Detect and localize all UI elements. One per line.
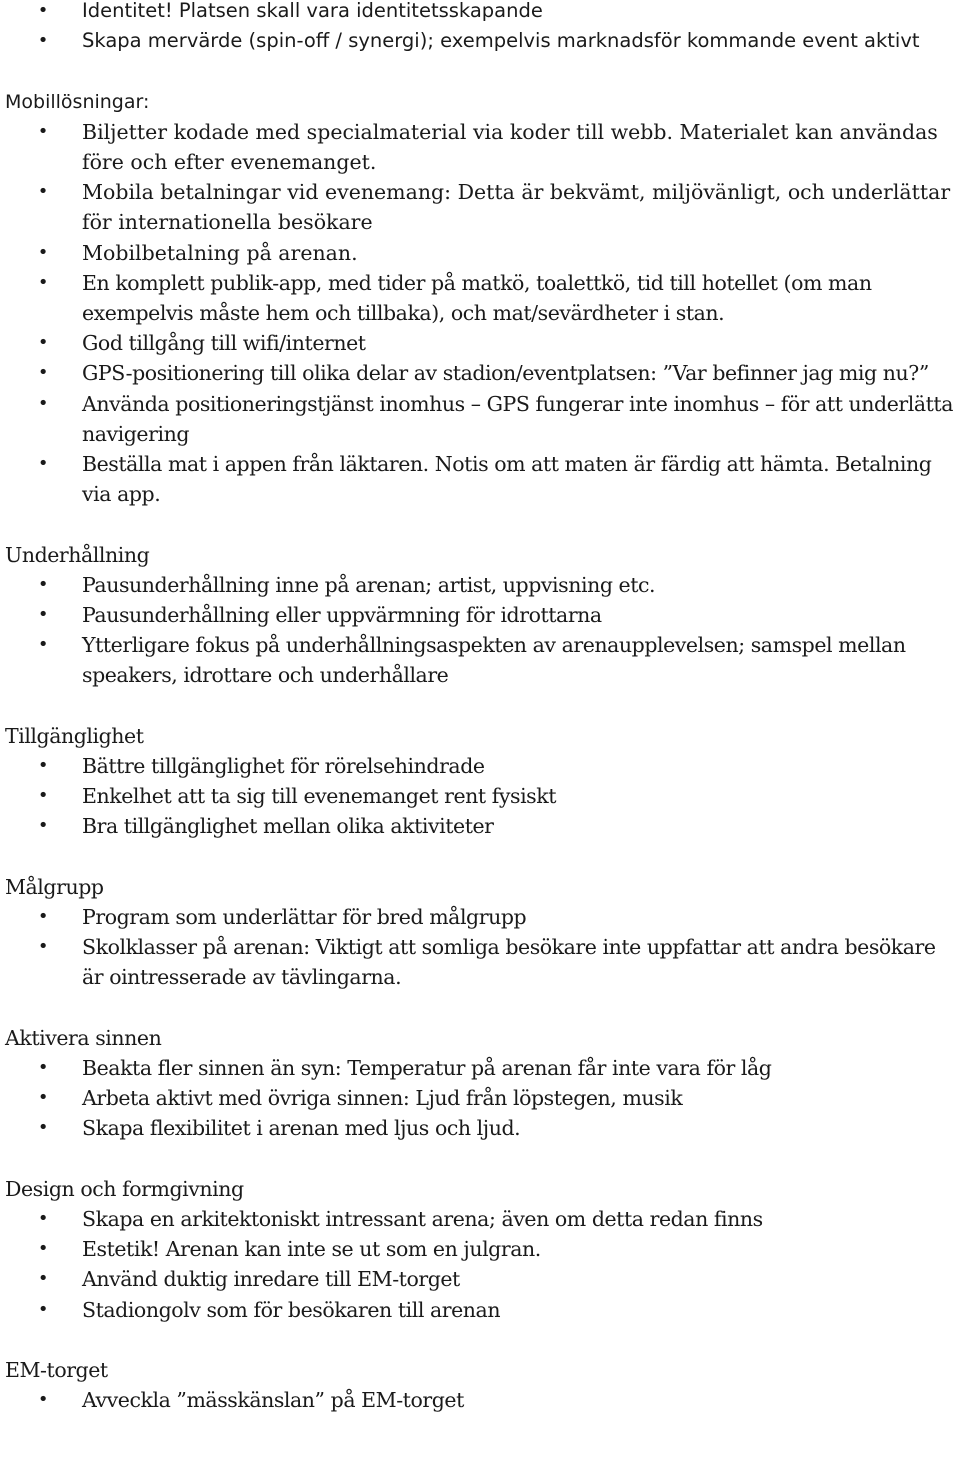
list-item: • Arbeta aktivt med övriga sinnen: Ljud från löpstegen, musik <box>0 1083 960 1113</box>
section-heading-tillganglighet: Tillgänglighet <box>5 723 144 748</box>
spacer <box>0 842 960 872</box>
bullet-icon: • <box>37 1268 49 1290</box>
bullet-icon: • <box>37 1389 49 1411</box>
bullet-icon: • <box>37 392 49 414</box>
list-item: • Mobila betalningar vid evenemang: Detta är bekvämt, miljövänligt, och underlättar för internationella besökare <box>0 177 960 237</box>
bullet-icon: • <box>37 271 49 293</box>
mobil-list <box>0 117 960 510</box>
bullet-icon: • <box>37 1238 49 1260</box>
bullet-icon: • <box>37 755 49 777</box>
list-item: • Enkelhet att ta sig till evenemanget rent fysiskt <box>0 781 960 811</box>
intro-list <box>0 0 960 56</box>
list-item: • Skapa flexibilitet i arenan med ljus och ljud. <box>0 1113 960 1143</box>
list-item: • Bättre tillgänglighet för rörelsehindrade <box>0 751 960 781</box>
list-item: • Använda positioneringstjänst inomhus – GPS fungerar inte inomhus – för att underlätta navigering <box>0 389 960 449</box>
list-item: • Använd duktig inredare till EM-torget <box>0 1264 960 1294</box>
spacer <box>0 1144 960 1174</box>
list-item: • Beställa mat i appen från läktaren. Notis om att maten är färdig att hämta. Betalning via app. <box>0 449 960 509</box>
list-item: • Ytterligare fokus på underhållningsaspekten av arenaupplevelsen; samspel mellan speakers, idrottare och underhållare <box>0 630 960 690</box>
bullet-icon: • <box>37 30 49 52</box>
list-item: • Skapa mervärde (spin-off / synergi); exempelvis marknadsför kommande event aktivt <box>0 26 960 56</box>
tillganglighet-list <box>0 751 960 842</box>
list-item: • En komplett publik-app, med tider på matkö, toalettkö, tid till hotellet (om man exempelvis måste hem och tillbaka), och mat/sevärdheter i stan. <box>0 268 960 328</box>
list-item: • GPS-positionering till olika delar av stadion/eventplatsen: ”Var befinner jag mig nu?” <box>0 358 960 388</box>
underhallning-list <box>0 570 960 691</box>
list-item: • Mobilbetalning på arenan. <box>0 238 960 268</box>
bullet-icon: • <box>37 1208 49 1230</box>
bullet-icon: • <box>37 1298 49 1320</box>
section-heading-emtorget: EM-torget <box>5 1358 108 1383</box>
bullet-icon: • <box>37 453 49 475</box>
bullet-icon: • <box>37 332 49 354</box>
bullet-icon: • <box>37 241 49 263</box>
bullet-icon: • <box>37 1057 49 1079</box>
bullet-icon: • <box>37 0 49 21</box>
list-item: • Biljetter kodade med specialmaterial via koder till webb. Materialet kan användas före och efter evenemanget. <box>0 117 960 177</box>
list-item: • Estetik! Arenan kan inte se ut som en julgran. <box>0 1234 960 1264</box>
spacer <box>0 509 960 539</box>
list-item: • Skolklasser på arenan: Viktigt att somliga besökare inte uppfattar att andra besökare är ointresserade av tävlingarna. <box>0 932 960 992</box>
spacer <box>0 691 960 721</box>
bullet-icon: • <box>37 573 49 595</box>
list-item: • Beakta fler sinnen än syn: Temperatur på arenan får inte vara för låg <box>0 1053 960 1083</box>
spacer <box>0 56 960 86</box>
list-item: • God tillgång till wifi/internet <box>0 328 960 358</box>
bullet-icon: • <box>37 120 49 142</box>
bullet-icon: • <box>37 906 49 928</box>
list-item: • Program som underlättar för bred målgrupp <box>0 902 960 932</box>
bullet-icon: • <box>37 1087 49 1109</box>
bullet-icon: • <box>37 181 49 203</box>
section-heading-design: Design och formgivning <box>5 1176 244 1201</box>
spacer <box>0 993 960 1023</box>
design-list <box>0 1204 960 1325</box>
list-item: • Skapa en arkitektoniskt intressant arena; även om detta redan finns <box>0 1204 960 1234</box>
sinnen-list <box>0 1053 960 1144</box>
bullet-icon: • <box>37 362 49 384</box>
list-item: • Identitet! Platsen skall vara identitetsskapande <box>0 0 960 26</box>
bullet-icon: • <box>37 815 49 837</box>
bullet-icon: • <box>37 936 49 958</box>
bullet-icon: • <box>37 634 49 656</box>
list-item: • Pausunderhållning inne på arenan; artist, uppvisning etc. <box>0 570 960 600</box>
section-heading-mobil: Mobillösningar: <box>5 90 150 113</box>
bullet-icon: • <box>37 785 49 807</box>
list-item: • Stadiongolv som för besökaren till arenan <box>0 1295 960 1325</box>
bullet-icon: • <box>37 1117 49 1139</box>
list-item: • Pausunderhållning eller uppvärmning för idrottarna <box>0 600 960 630</box>
section-heading-malgrupp: Målgrupp <box>5 874 104 899</box>
list-item: • Avveckla ”mässkänslan” på EM-torget <box>0 1385 960 1415</box>
bullet-icon: • <box>37 604 49 626</box>
section-heading-sinnen: Aktivera sinnen <box>5 1025 162 1050</box>
spacer <box>0 1325 960 1355</box>
section-heading-underhallning: Underhållning <box>5 542 150 567</box>
emtorget-list <box>0 1385 960 1415</box>
malgrupp-list <box>0 902 960 993</box>
list-item: • Bra tillgänglighet mellan olika aktiviteter <box>0 811 960 841</box>
